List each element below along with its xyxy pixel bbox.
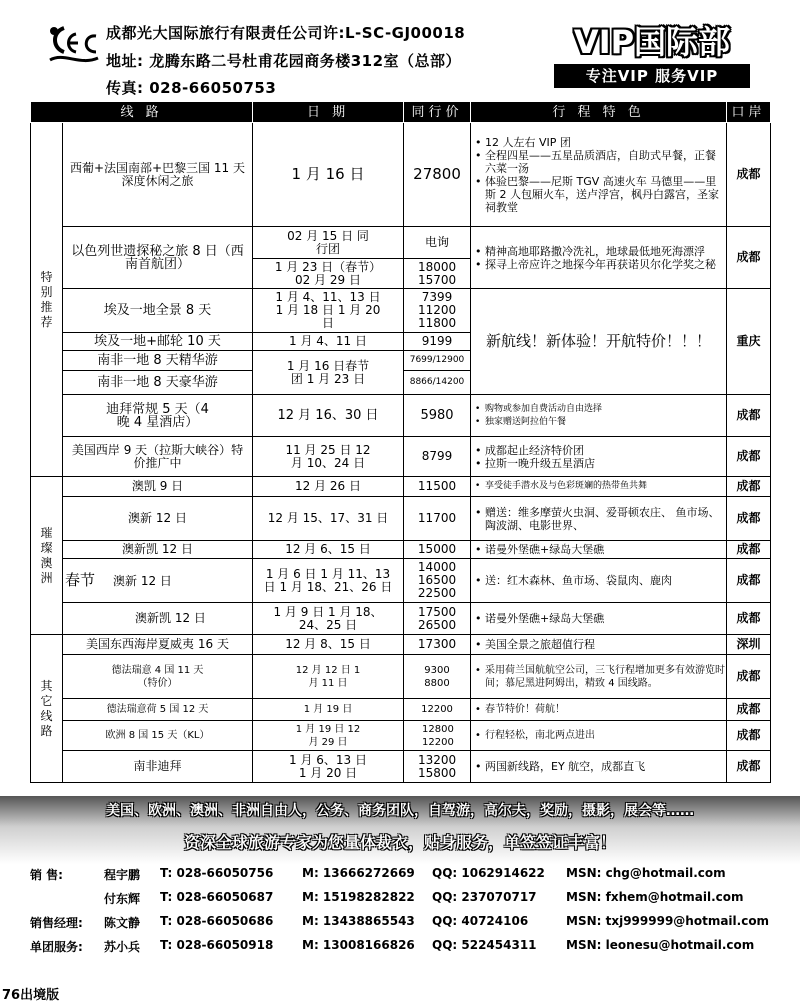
route-price: 17500 26500: [404, 603, 471, 635]
route-port: 成都: [727, 655, 771, 699]
route-date: 12 月 8、15 日: [253, 635, 404, 655]
route-name: 西葡+法国南部+巴黎三国 11 天深度休闲之旅: [63, 123, 253, 227]
vip-badge: [548, 22, 756, 90]
route-port: 成都: [727, 751, 771, 783]
route-features: • 美国全景之旅超值行程: [471, 635, 727, 655]
table-row: [31, 395, 771, 437]
route-name: 澳新凯 12 日: [63, 541, 253, 559]
header: [0, 0, 800, 100]
promo-banner: [0, 796, 800, 864]
table-row: [31, 559, 771, 603]
table-row: [31, 751, 771, 783]
route-port: 成都: [727, 395, 771, 437]
route-price: 14000 16500 22500: [404, 559, 471, 603]
route-name: 迪拜常规 5 天（4 晚 4 星酒店）: [63, 395, 253, 437]
route-features: • 享受徒手潜水及与色彩斑斓的热带鱼共舞: [471, 477, 727, 497]
route-price: 9300 8800: [404, 655, 471, 699]
route-date: 12 月 12 日 1 月 11 日: [253, 655, 404, 699]
route-name: 欧洲 8 国 15 天（KL）: [63, 721, 253, 751]
banner-services: 美国、欧洲、澳洲、非洲自由人，公务、商务团队，自驾游，高尔夫，奖励，摄影，展会等……: [106, 803, 694, 819]
contact-row: 销 售: 程宇鹏 T: 028-66050756 M: 13666272669 QQ: 1062914622 MSN: chg@hotmail.com: [30, 866, 726, 882]
route-port: 成都: [727, 437, 771, 477]
route-price: 8866/14200: [404, 371, 471, 395]
route-features: • 春节特价！荷航！: [471, 699, 727, 721]
table-row: [31, 699, 771, 721]
route-features: • 赠送：维多摩萤火虫洞、爱哥顿农庄、 鱼市场、陶波湖、电影世界、: [471, 497, 727, 541]
route-features: • 行程轻松，南北两点进出: [471, 721, 727, 751]
route-name: 南非一地 8 天精华游: [63, 351, 253, 371]
contact-row: 销售经理: 陈文静 T: 028-66050686 M: 13438865543 QQ: 40724106 MSN: txj999999@hotmail.com: [30, 914, 770, 930]
table-row: [31, 635, 771, 655]
route-price: 12200: [404, 699, 471, 721]
route-name: 南非迪拜: [63, 751, 253, 783]
col-route: 线 路: [31, 102, 253, 123]
route-date: 02 月 15 日 同行团: [253, 227, 404, 259]
contact-row: 单团服务: 苏小兵 T: 028-66050918 M: 13008166826 QQ: 522454311 MSN: leonesu@hotmail.com: [30, 938, 755, 954]
category-special: 特别推荐: [31, 123, 63, 477]
route-price: 7399 11200 11800: [404, 289, 471, 333]
route-date: 1 月 4、11 日: [253, 333, 404, 351]
col-port: 口岸: [727, 102, 771, 123]
route-date: 1 月 6、13 日 1 月 20 日: [253, 751, 404, 783]
route-name: 春节 澳新 12 日: [63, 559, 253, 603]
route-date: 11 月 25 日 12 月 10、24 日: [253, 437, 404, 477]
table-row: [31, 497, 771, 541]
route-price: 11700: [404, 497, 471, 541]
route-port: 成都: [727, 497, 771, 541]
table-header: [31, 102, 771, 123]
route-name: 澳新凯 12 日: [63, 603, 253, 635]
table-row: [31, 289, 771, 333]
col-price: 同行价: [404, 102, 471, 123]
route-date: 1 月 16 日: [253, 123, 404, 227]
page-footer: 76出境版: [2, 988, 60, 1003]
route-port: 重庆: [727, 289, 771, 395]
route-price: 8799: [404, 437, 471, 477]
route-port: 深圳: [727, 635, 771, 655]
route-port: 成都: [727, 603, 771, 635]
route-price: 17300: [404, 635, 471, 655]
route-name: 埃及一地+邮轮 10 天: [63, 333, 253, 351]
route-features: • 购物或参加自费活动自由选择 • 独家赠送阿拉伯午餐: [471, 395, 727, 437]
route-port: 成都: [727, 559, 771, 603]
route-features: • 12 人左右 VIP 团 • 全程四星——五星品质酒店，自助式早餐，正餐六菜一汤 • 体验巴黎——尼斯 TGV 高速火车 马德里——里斯 2 人包厢火车，送卢浮宫，枫丹白露宫，圣家祠教堂: [471, 123, 727, 227]
contact-row: 付东辉 T: 028-66050687 M: 15198282822 QQ: 237070717 MSN: fxhem@hotmail.com: [104, 890, 744, 906]
route-port: 成都: [727, 123, 771, 227]
route-date: 1 月 16 日春节团 1 月 23 日: [253, 351, 404, 395]
table-row: [31, 541, 771, 559]
table-row: [31, 123, 771, 227]
route-port: 成都: [727, 541, 771, 559]
route-port: 成都: [727, 227, 771, 289]
category-australia: 璀璨澳洲: [31, 477, 63, 635]
company-fax: 传真: 028-66050753: [106, 79, 277, 97]
route-price: 5980: [404, 395, 471, 437]
route-date: 1 月 19 日: [253, 699, 404, 721]
route-date: 12 月 16、30 日: [253, 395, 404, 437]
table-row: [31, 603, 771, 635]
route-features: • 两国新线路，EY 航空，成都直飞: [471, 751, 727, 783]
col-feature: 行 程 特 色: [471, 102, 727, 123]
company-address: 地址: 龙腾东路二号杜甫花园商务楼312室（总部）: [106, 52, 462, 70]
route-price: 11500: [404, 477, 471, 497]
route-features: • 成都起止经济特价团 • 拉斯一晚升级五星酒店: [471, 437, 727, 477]
route-date: 12 月 6、15 日: [253, 541, 404, 559]
table-row: [31, 477, 771, 497]
route-date: 1 月 19 日 12 月 29 日: [253, 721, 404, 751]
route-port: 成都: [727, 699, 771, 721]
route-price: 15000: [404, 541, 471, 559]
route-date: 12 月 26 日: [253, 477, 404, 497]
route-date: 1 月 6 日 1 月 11、13 日 1 月 18、21、26 日: [253, 559, 404, 603]
route-date: 1 月 23 日（春节）02 月 29 日: [253, 259, 404, 289]
route-features: • 诺曼外堡礁+绿岛大堡礁: [471, 603, 727, 635]
route-price: 9199: [404, 333, 471, 351]
banner-slogan: 资深全球旅游专家为您量体裁衣，贴身服务，单签签证丰富！: [183, 833, 616, 852]
route-table: [30, 101, 771, 783]
spring-label: 春节: [65, 570, 96, 589]
route-name: 南非一地 8 天豪华游: [63, 371, 253, 395]
route-price: 18000 15700: [404, 259, 471, 289]
company-logo-icon: [44, 22, 102, 66]
company-name: 成都光大国际旅行有限责任公司许:L-SC-GJ00018: [106, 24, 466, 42]
route-port: 成都: [727, 477, 771, 497]
route-name: 埃及一地全景 8 天: [63, 289, 253, 333]
route-date: 12 月 15、17、31 日: [253, 497, 404, 541]
route-name: 澳新 12 日: [63, 497, 253, 541]
route-name: 德法瑞意荷 5 国 12 天: [63, 699, 253, 721]
route-name: 德法瑞意 4 国 11 天（特价）: [63, 655, 253, 699]
table-row: [31, 655, 771, 699]
col-date: 日 期: [253, 102, 404, 123]
route-features: • 采用荷兰国航航空公司，三飞行程增加更多有效游览时间；慕尼黑进阿姆出，精致 4 国线路。: [471, 655, 727, 699]
route-price: 7699/12900: [404, 351, 471, 371]
route-name: 美国东西海岸夏威夷 16 天: [63, 635, 253, 655]
route-name: 澳凯 9 日: [63, 477, 253, 497]
route-price: 27800: [404, 123, 471, 227]
promo-text: 新航线！新体验！开航特价！！！: [471, 289, 727, 395]
route-port: 成都: [727, 721, 771, 751]
table-row: [31, 721, 771, 751]
route-features: • 精神高地耶路撒冷洗礼，地球最低地死海漂浮 • 探寻上帝应许之地探今年再获诺贝尔化学奖之秘: [471, 227, 727, 289]
route-name: 以色列世遗探秘之旅 8 日（西南首航团）: [63, 227, 253, 289]
route-date: 1 月 9 日 1 月 18、24、25 日: [253, 603, 404, 635]
route-price: 13200 15800: [404, 751, 471, 783]
vip-subtitle: 专注VIP 服务VIP: [554, 64, 750, 88]
route-features: • 诺曼外堡礁+绿岛大堡礁: [471, 541, 727, 559]
category-other: 其它线路: [31, 635, 63, 783]
route-date: 1 月 4、11、13 日 1 月 18 日 1 月 20 日: [253, 289, 404, 333]
route-price: 电询: [404, 227, 471, 259]
route-name: 美国西岸 9 天（拉斯大峡谷）特价推广中: [63, 437, 253, 477]
table-row: [31, 437, 771, 477]
table-row: [31, 227, 771, 259]
vip-title: VIP国际部: [573, 23, 731, 61]
route-features: • 送：红木森林、鱼市场、袋鼠肉、鹿肉: [471, 559, 727, 603]
route-price: 12800 12200: [404, 721, 471, 751]
